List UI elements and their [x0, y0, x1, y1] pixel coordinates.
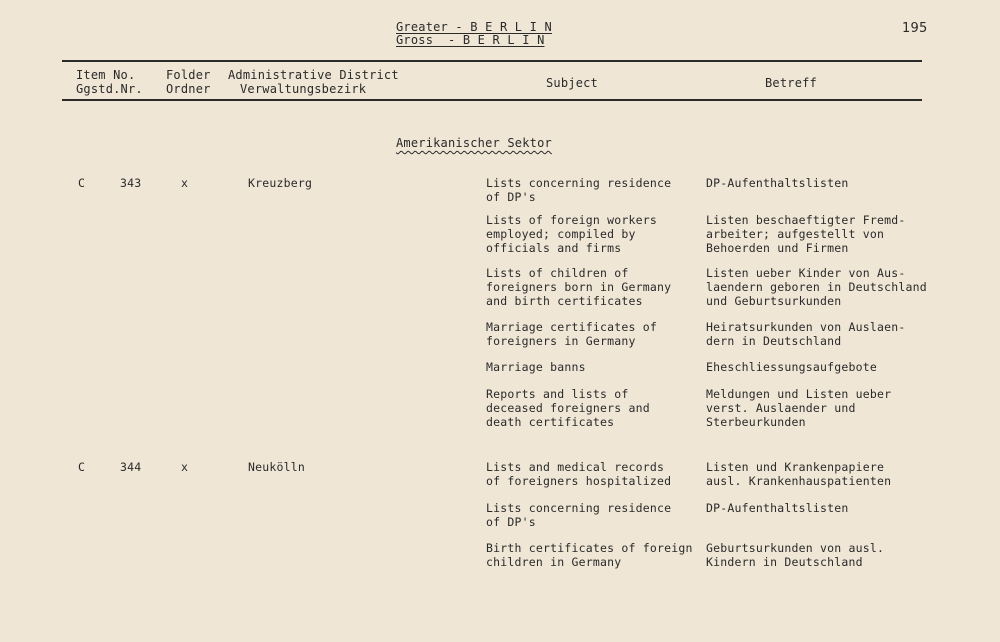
betreff-text: Geburtsurkunden von ausl. Kindern in Deutschland — [706, 541, 885, 569]
title-line-2: Gross - B E R L I N — [396, 33, 545, 47]
betreff-text: Meldungen und Listen ueber verst. Auslaender und Sterbeurkunden — [706, 387, 892, 429]
col-district-de: Verwaltungsbezirk — [240, 82, 367, 96]
subject-text: Lists concerning residence of DP's — [486, 501, 672, 529]
header-top-rule — [62, 60, 922, 62]
col-item-no: Item No. — [76, 68, 136, 82]
item-number: 343 — [120, 176, 142, 190]
folder-mark: x — [181, 460, 189, 474]
subject-text: Lists of children of foreigners born in Germany and birth certificates — [486, 266, 672, 308]
col-item-no-de: Ggstd.Nr. — [76, 82, 143, 96]
subject-text: Lists and medical records of foreigners hospitalized — [486, 460, 672, 488]
district-name: Neukölln — [248, 460, 305, 474]
betreff-text: DP-Aufenthaltslisten — [706, 501, 849, 515]
subject-text: Marriage certificates of foreigners in Germany — [486, 320, 657, 348]
betreff-text: Listen ueber Kinder von Aus- laendern geboren in Deutschland und Geburtsurkunden — [706, 266, 927, 308]
section-heading: Amerikanischer Sektor — [396, 136, 552, 150]
item-number: 344 — [120, 460, 142, 474]
col-folder: Folder — [166, 68, 211, 82]
col-betreff: Betreff — [765, 76, 817, 90]
subject-text: Lists concerning residence of DP's — [486, 176, 672, 204]
subject-text: Lists of foreign workers employed; compiled by officials and firms — [486, 213, 657, 255]
page-number: 195 — [902, 21, 928, 36]
col-district: Administrative District — [228, 68, 399, 82]
header-bottom-rule — [62, 99, 922, 101]
col-subject: Subject — [546, 76, 598, 90]
subject-text: Birth certificates of foreign children in Germany — [486, 541, 693, 569]
folder-mark: x — [181, 176, 189, 190]
title-line-1: Greater - B E R L I N — [396, 20, 552, 34]
betreff-text: Listen beschaeftigter Fremd- arbeiter; aufgestellt von Behoerden und Firmen — [706, 213, 906, 255]
item-letter: C — [78, 460, 86, 474]
item-letter: C — [78, 176, 86, 190]
district-name: Kreuzberg — [248, 176, 313, 190]
col-folder-de: Ordner — [166, 82, 211, 96]
betreff-text: DP-Aufenthaltslisten — [706, 176, 849, 190]
betreff-text: Heiratsurkunden von Auslaen- dern in Deutschland — [706, 320, 906, 348]
betreff-text: Eheschliessungsaufgebote — [706, 360, 877, 374]
subject-text: Marriage banns — [486, 360, 586, 374]
subject-text: Reports and lists of deceased foreigners and death certificates — [486, 387, 650, 429]
betreff-text: Listen und Krankenpapiere ausl. Krankenhauspatienten — [706, 460, 892, 488]
